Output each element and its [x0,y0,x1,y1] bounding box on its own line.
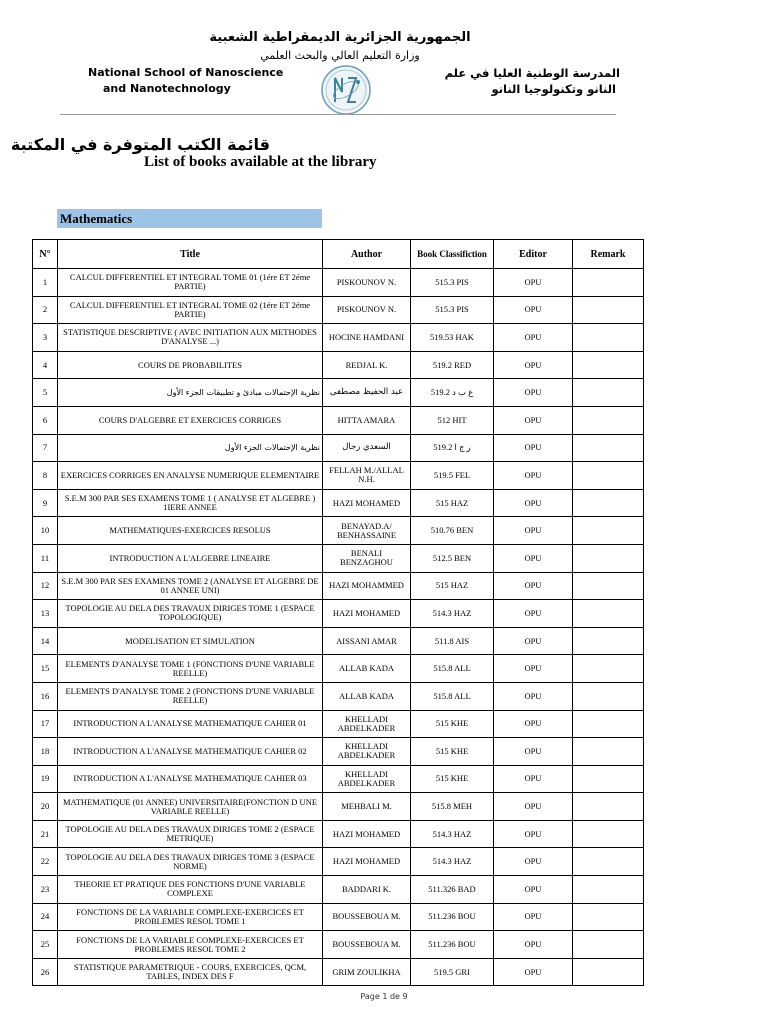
cell-num: 6 [33,406,58,434]
cell-num: 25 [33,931,58,959]
cell-editor: OPU [494,903,573,931]
section-title-mathematics: Mathematics [57,209,322,228]
cell-classification: 519.5 FEL [411,462,494,490]
table-row [33,848,644,876]
cell-classification: 515 HAZ [411,572,494,600]
table-row [33,682,644,710]
table-row [33,572,644,600]
cell-title: نظرية الإحتمالات الجزء الأول [58,434,323,462]
cell-num: 16 [33,682,58,710]
table-row [33,406,644,434]
cell-author: BENALI BENZAGHOU [323,544,411,572]
cell-num: 7 [33,434,58,462]
table-row [33,931,644,959]
cell-title: MATHEMATIQUES-EXERCICES RESOLUS [58,517,323,545]
cell-classification: 519.2 ع ب د [411,379,494,407]
cell-author: KHELLADI ABDELKADER [323,710,411,738]
cell-remark [573,903,644,931]
cell-classification: 515 KHE [411,710,494,738]
table-row [33,627,644,655]
table-row [33,434,644,462]
table-row [33,765,644,793]
cell-editor: OPU [494,765,573,793]
cell-title: EXERCICES CORRIGES EN ANALYSE NUMERIQUE ELEMENTAIRE [58,462,323,490]
cell-editor: OPU [494,351,573,379]
cell-title: INTRODUCTION A L'ALGEBRE LINEAIRE [58,544,323,572]
cell-classification: 515 KHE [411,765,494,793]
cell-author: HAZI MOHAMED [323,848,411,876]
cell-classification: 519.2 ر ج ا [411,434,494,462]
cell-num: 17 [33,710,58,738]
cell-classification: 515 KHE [411,738,494,766]
cell-remark [573,682,644,710]
cell-author: FELLAH M./ALLAL N.H. [323,462,411,490]
table-row [33,820,644,848]
cell-num: 13 [33,600,58,628]
cell-classification: 515.8 MEH [411,793,494,821]
school-name-en [88,65,288,97]
header-divider [60,114,616,115]
cell-num: 26 [33,958,58,986]
cell-remark [573,655,644,683]
cell-author: AISSANI AMAR [323,627,411,655]
cell-classification: 511.8 AIS [411,627,494,655]
table-row [33,655,644,683]
cell-classification: 519.53 HAK [411,324,494,352]
table-row [33,903,644,931]
cell-editor: OPU [494,848,573,876]
cell-editor: OPU [494,600,573,628]
cell-num: 3 [33,324,58,352]
cell-editor: OPU [494,489,573,517]
cell-editor: OPU [494,379,573,407]
cell-title: CALCUL DIFFERENTIEL ET INTEGRAL TOME 01 (1ére ET 2éme PARTIE) [58,269,323,297]
cell-title: MATHEMATIQUE (01 ANNEE) UNIVERSITAIRE(FONCTION D UNE VARIABLE REELLE) [58,793,323,821]
school-name-ar-line1: المدرسة الوطنية العليا في علم [444,66,620,80]
cell-num: 9 [33,489,58,517]
cell-classification: 519.2 RED [411,351,494,379]
cell-author: BENAYAD.A/ BENHASSAINE [323,517,411,545]
cell-classification: 511.236 BOU [411,931,494,959]
cell-author: HOCINE HAMDANI [323,324,411,352]
cell-author: HAZI MOHAMED [323,820,411,848]
cell-classification: 515.3 PIS [411,296,494,324]
cell-classification: 512 HIT [411,406,494,434]
cell-num: 11 [33,544,58,572]
cell-num: 4 [33,351,58,379]
cell-title: ELEMENTS D'ANALYSE TOME 2 (FONCTIONS D'UNE VARIABLE REELLE) [58,682,323,710]
table-row [33,489,644,517]
table-header-row [33,240,644,269]
cell-title: CALCUL DIFFERENTIEL ET INTEGRAL TOME 02 (1ére ET 2éme PARTIE) [58,296,323,324]
cell-author: PISKOUNOV N. [323,269,411,297]
cell-remark [573,296,644,324]
cell-num: 19 [33,765,58,793]
table-row [33,269,644,297]
cell-classification: 515.3 PIS [411,269,494,297]
table-row [33,710,644,738]
cell-remark [573,600,644,628]
cell-title: FONCTIONS DE LA VARIABLE COMPLEXE-EXERCICES ET PROBLEMES RESOL TOME 1 [58,903,323,931]
cell-author: MEHBALI M. [323,793,411,821]
cell-editor: OPU [494,820,573,848]
cell-editor: OPU [494,406,573,434]
cell-title: S.E.M 300 PAR SES EXAMENS TOME 2 (ANALYSE ET ALGEBRE DE 01 ANNEE UNI) [58,572,323,600]
cell-classification: 514.3 HAZ [411,848,494,876]
table-row [33,517,644,545]
ministry-title-ar: وزارة التعليم العالي والبحث العلمي [260,49,420,62]
cell-editor: OPU [494,710,573,738]
cell-num: 18 [33,738,58,766]
cell-classification: 511.236 BOU [411,903,494,931]
cell-remark [573,958,644,986]
cell-editor: OPU [494,269,573,297]
cell-author: HAZI MOHAMED [323,600,411,628]
cell-author: ALLAB KADA [323,682,411,710]
cell-title: STATISTIQUE PARAMETRIQUE - COURS, EXERCICES, QCM, TABLES, INDEX DES F [58,958,323,986]
school-logo-icon [320,64,372,116]
cell-author: PISKOUNOV N. [323,296,411,324]
cell-author: BOUSSEBOUA M. [323,931,411,959]
cell-num: 10 [33,517,58,545]
cell-classification: 512.5 BEN [411,544,494,572]
cell-title: FONCTIONS DE LA VARIABLE COMPLEXE-EXERCICES ET PROBLEMES RESOL TOME 2 [58,931,323,959]
school-name-en-line2: and Nanotechnology [103,82,231,95]
cell-remark [573,517,644,545]
cell-editor: OPU [494,931,573,959]
cell-author: KHELLADI ABDELKADER [323,765,411,793]
cell-num: 2 [33,296,58,324]
cell-editor: OPU [494,738,573,766]
table-row [33,296,644,324]
republic-title-ar: الجمهورية الجزائرية الديمقراطية الشعبية [209,30,471,45]
cell-classification: 514.3 HAZ [411,820,494,848]
cell-remark [573,572,644,600]
col-header-classification: Book Classifiction [411,240,494,269]
cell-remark [573,379,644,407]
cell-num: 15 [33,655,58,683]
cell-author: GRIM ZOULIKHA [323,958,411,986]
table-row [33,462,644,490]
school-name-ar-line2: النانو وتكنولوجيا النانو [491,82,616,96]
cell-author: عبد الحفيظ مصطفى [323,379,411,407]
cell-title: THEORIE ET PRATIQUE DES FONCTIONS D'UNE VARIABLE COMPLEXE [58,876,323,904]
cell-classification: 515 HAZ [411,489,494,517]
cell-remark [573,848,644,876]
cell-editor: OPU [494,627,573,655]
cell-num: 22 [33,848,58,876]
table-row [33,324,644,352]
cell-editor: OPU [494,876,573,904]
cell-author: KHELLADI ABDELKADER [323,738,411,766]
col-header-editor: Editor [494,240,573,269]
cell-remark [573,269,644,297]
col-header-author: Author [323,240,411,269]
cell-classification: 511.326 BAD [411,876,494,904]
cell-remark [573,489,644,517]
cell-classification: 515.8 ALL [411,655,494,683]
cell-title: INTRODUCTION A L'ANALYSE MATHEMATIQUE CAHIER 03 [58,765,323,793]
cell-remark [573,434,644,462]
school-name-ar [444,65,620,97]
col-header-title: Title [58,240,323,269]
table-row [33,544,644,572]
cell-title: INTRODUCTION A L'ANALYSE MATHEMATIQUE CAHIER 02 [58,738,323,766]
cell-editor: OPU [494,572,573,600]
table-row [33,600,644,628]
cell-classification: 514.3 HAZ [411,600,494,628]
cell-num: 1 [33,269,58,297]
page-footer: Page 1 de 9 [360,992,408,1001]
cell-title: نظرية الإحتمالات مبادئ و تطبيقات الجزء الأول [58,379,323,407]
cell-title: MODELISATION ET SIMULATION [58,627,323,655]
cell-num: 8 [33,462,58,490]
col-header-remark: Remark [573,240,644,269]
cell-author: BOUSSEBOUA M. [323,903,411,931]
table-row [33,793,644,821]
cell-remark [573,793,644,821]
cell-editor: OPU [494,958,573,986]
cell-editor: OPU [494,682,573,710]
table-row [33,351,644,379]
cell-editor: OPU [494,434,573,462]
cell-num: 12 [33,572,58,600]
cell-author: HAZI MOHAMMED [323,572,411,600]
cell-title: STATISTIQUE DESCRIPTIVE ( AVEC INITIATION AUX METHODES D'ANALYSE ...) [58,324,323,352]
cell-author: REDJAL K. [323,351,411,379]
cell-remark [573,710,644,738]
books-table [32,239,644,986]
cell-num: 20 [33,793,58,821]
table-row [33,876,644,904]
cell-title: TOPOLOGIE AU DELA DES TRAVAUX DIRIGES TOME 2 (ESPACE METRIQUE) [58,820,323,848]
col-header-num: N° [33,240,58,269]
cell-title: COURS D'ALGEBRE ET EXERCICES CORRIGES [58,406,323,434]
cell-num: 21 [33,820,58,848]
cell-title: S.E.M 300 PAR SES EXAMENS TOME 1 ( ANALYSE ET ALGEBRE ) 1IERE ANNEE [58,489,323,517]
cell-title: TOPOLOGIE AU DELA DES TRAVAUX DIRIGES TOME 3 (ESPACE NORME) [58,848,323,876]
cell-title: ELEMENTS D'ANALYSE TOME 1 (FONCTIONS D'UNE VARIABLE REELLE) [58,655,323,683]
table-row [33,379,644,407]
cell-classification: 519.5 GRI [411,958,494,986]
cell-editor: OPU [494,324,573,352]
cell-remark [573,820,644,848]
cell-classification: 515.8 ALL [411,682,494,710]
cell-editor: OPU [494,462,573,490]
cell-remark [573,738,644,766]
cell-remark [573,544,644,572]
table-row [33,738,644,766]
cell-remark [573,462,644,490]
cell-num: 14 [33,627,58,655]
cell-title: COURS DE PROBABILITES [58,351,323,379]
cell-remark [573,406,644,434]
cell-remark [573,765,644,793]
cell-author: HITTA AMARA [323,406,411,434]
cell-title: TOPOLOGIE AU DELA DES TRAVAUX DIRIGES TOME 1 (ESPACE TOPOLOGIQUE) [58,600,323,628]
table-row [33,958,644,986]
cell-num: 24 [33,903,58,931]
cell-editor: OPU [494,517,573,545]
cell-author: HAZI MOHAMED [323,489,411,517]
cell-title: INTRODUCTION A L'ANALYSE MATHEMATIQUE CAHIER 01 [58,710,323,738]
cell-author: ALLAB KADA [323,655,411,683]
cell-classification: 510.76 BEN [411,517,494,545]
page-title-ar: قائمة الكتب المتوفرة في المكتبة [10,135,270,154]
page-title-en: List of books available at the library [144,154,377,170]
cell-remark [573,324,644,352]
cell-remark [573,627,644,655]
cell-author: BADDARI K. [323,876,411,904]
school-name-en-line1: National School of Nanoscience [88,66,284,79]
cell-remark [573,876,644,904]
cell-editor: OPU [494,655,573,683]
cell-num: 5 [33,379,58,407]
cell-author: السعدي رجال [323,434,411,462]
cell-remark [573,931,644,959]
cell-editor: OPU [494,793,573,821]
cell-editor: OPU [494,296,573,324]
cell-editor: OPU [494,544,573,572]
cell-num: 23 [33,876,58,904]
cell-remark [573,351,644,379]
